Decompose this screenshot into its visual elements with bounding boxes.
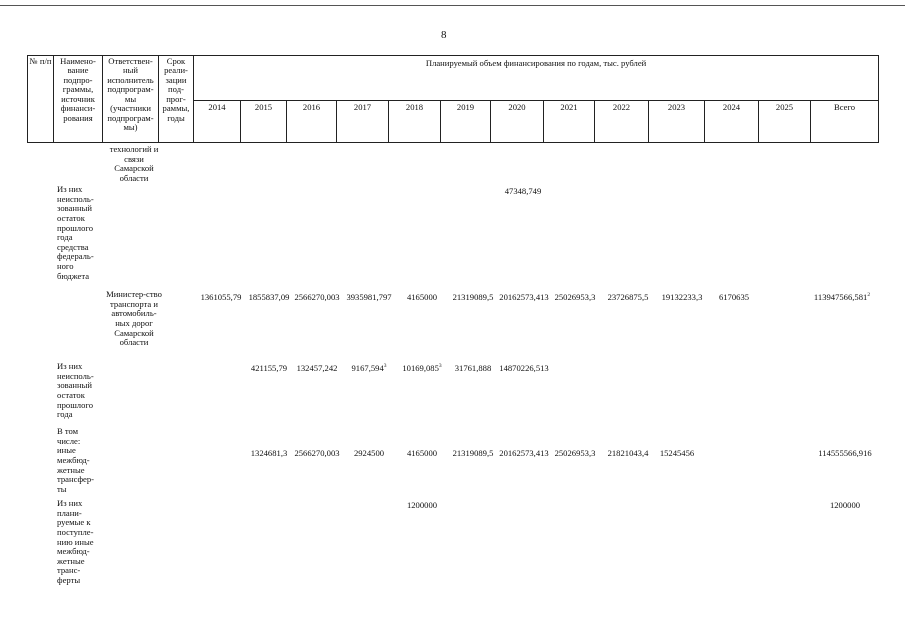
label-line: руемые к (57, 517, 91, 528)
funding-table-header (27, 55, 879, 143)
label-line: года (57, 409, 73, 420)
value-2018: 4165000 (406, 292, 438, 302)
value-2018 (402, 363, 441, 373)
value-2021: 25026953,3 (554, 292, 596, 302)
label-line: федераль- (57, 251, 94, 262)
header-year: 2015 (241, 101, 287, 143)
value-2020: 20162573,413 (499, 448, 549, 458)
footnote-mark: 3 (438, 363, 442, 370)
label-line: ного (57, 261, 74, 271)
value-2017 (352, 363, 387, 373)
label-line: Из них (57, 361, 83, 371)
label-line: года (57, 232, 73, 243)
header-year: 2017 (337, 101, 389, 143)
row-label-unused-remainder (57, 362, 103, 420)
label-line: межбюд- (57, 454, 90, 465)
label-line: Из них (57, 184, 83, 194)
value-2015: 421155,79 (250, 363, 288, 373)
value-2019: 31761,888 (454, 363, 492, 373)
header-year: 2016 (287, 101, 337, 143)
header-year: 2025 (759, 101, 811, 143)
header-number: № п/п (28, 56, 54, 143)
header-year: 2021 (544, 101, 595, 143)
label-line: В том (57, 426, 79, 436)
label-line: ферты (57, 575, 81, 585)
label-line: неисполь- (57, 370, 94, 381)
value-total: 114555566,916 (818, 448, 872, 458)
page-number: 8 (441, 29, 447, 41)
label-line: средства (57, 241, 89, 252)
label-line: бюджета (57, 270, 90, 281)
label-line: числе: (57, 435, 81, 446)
value-2016: 2566270,003 (294, 448, 340, 458)
value-2016: 132457,242 (296, 363, 338, 373)
label-line: межбюд- (57, 546, 90, 557)
value-2020: 20162573,413 (499, 292, 549, 302)
footnote-mark: 3 (383, 363, 387, 370)
value-2022: 23726875,5 (607, 292, 649, 302)
header-name: Наимено-вание подпро-граммы, источник финанси-рования (54, 56, 103, 143)
label-line: зованный (57, 380, 92, 391)
label-line: транс- (57, 565, 81, 576)
header-year: 2022 (595, 101, 649, 143)
value-2019: 21319089,5 (452, 448, 494, 458)
value-2023: 15245456 (659, 448, 695, 458)
header-term: Срок реали-зации под-прог-раммы, годы (159, 56, 194, 143)
header-funding-title: Планируемый объем финансирования по годам, тыс. рублей (194, 56, 879, 101)
value-2021: 25026953,3 (554, 448, 596, 458)
row-label-federal-remainder (57, 185, 103, 281)
label-line: трансфер- (57, 474, 95, 485)
value-2015: 1324681,3 (250, 448, 288, 458)
label-line: иные (57, 445, 76, 456)
row-label-planned-receipts (57, 499, 103, 586)
value-2016: 2566270,003 (294, 292, 340, 302)
value-2022: 21821043,4 (607, 448, 649, 458)
value-total (814, 292, 870, 302)
value-2014: 1361055,79 (200, 292, 242, 302)
value-2018: 4165000 (406, 448, 438, 458)
label-line: остаток (57, 212, 85, 223)
value-2017: 2924500 (353, 448, 385, 458)
footnote-mark: 2 (867, 292, 871, 299)
label-line: жетные (57, 464, 85, 475)
header-responsible: Ответствен-ный исполнитель подпрограм-мы (участники подпрограм-мы) (103, 56, 159, 143)
label-line: ты (57, 483, 67, 494)
label-line: остаток (57, 389, 85, 400)
value-2015: 1855837,09 (248, 292, 290, 302)
label-line: неисполь- (57, 193, 94, 204)
header-year: 2014 (194, 101, 241, 143)
value-2024: 6170635 (718, 292, 750, 302)
header-year: 2024 (705, 101, 759, 143)
row-label-interbudget-transfers (57, 427, 103, 494)
value-2023: 19132233,3 (661, 292, 703, 302)
label-line: плани- (57, 507, 82, 518)
value-2018-number: 10169,085 (402, 363, 439, 373)
continuation-responsible: технологий и связи Самарской области (109, 144, 159, 183)
value-2020: 47348,749 (504, 186, 542, 196)
header-year: 2020 (491, 101, 544, 143)
value-2018: 1200000 (406, 500, 438, 510)
responsible-ministry-transport: Министер-ство транспорта и автомобиль-ных дорог Самарской области (106, 289, 162, 348)
label-line: зованный (57, 203, 92, 214)
value-total: 1200000 (829, 500, 861, 510)
value-2019: 21319089,5 (452, 292, 494, 302)
value-total-number: 113947566,581 (813, 292, 868, 302)
label-line: нию иные (57, 536, 94, 547)
value-2017-number: 9167,594 (351, 363, 384, 373)
header-year: 2023 (649, 101, 705, 143)
label-line: Из них (57, 498, 83, 508)
header-year: 2018 (389, 101, 441, 143)
value-2020: 14870226,513 (499, 363, 549, 373)
page-top-rule (0, 5, 905, 6)
label-line: прошлого (57, 399, 94, 410)
value-2017: 3935981,797 (346, 292, 392, 302)
label-line: прошлого (57, 222, 94, 233)
label-line: жетные (57, 555, 85, 566)
header-total: Всего (811, 101, 879, 143)
header-year: 2019 (441, 101, 491, 143)
label-line: поступле- (57, 526, 94, 537)
